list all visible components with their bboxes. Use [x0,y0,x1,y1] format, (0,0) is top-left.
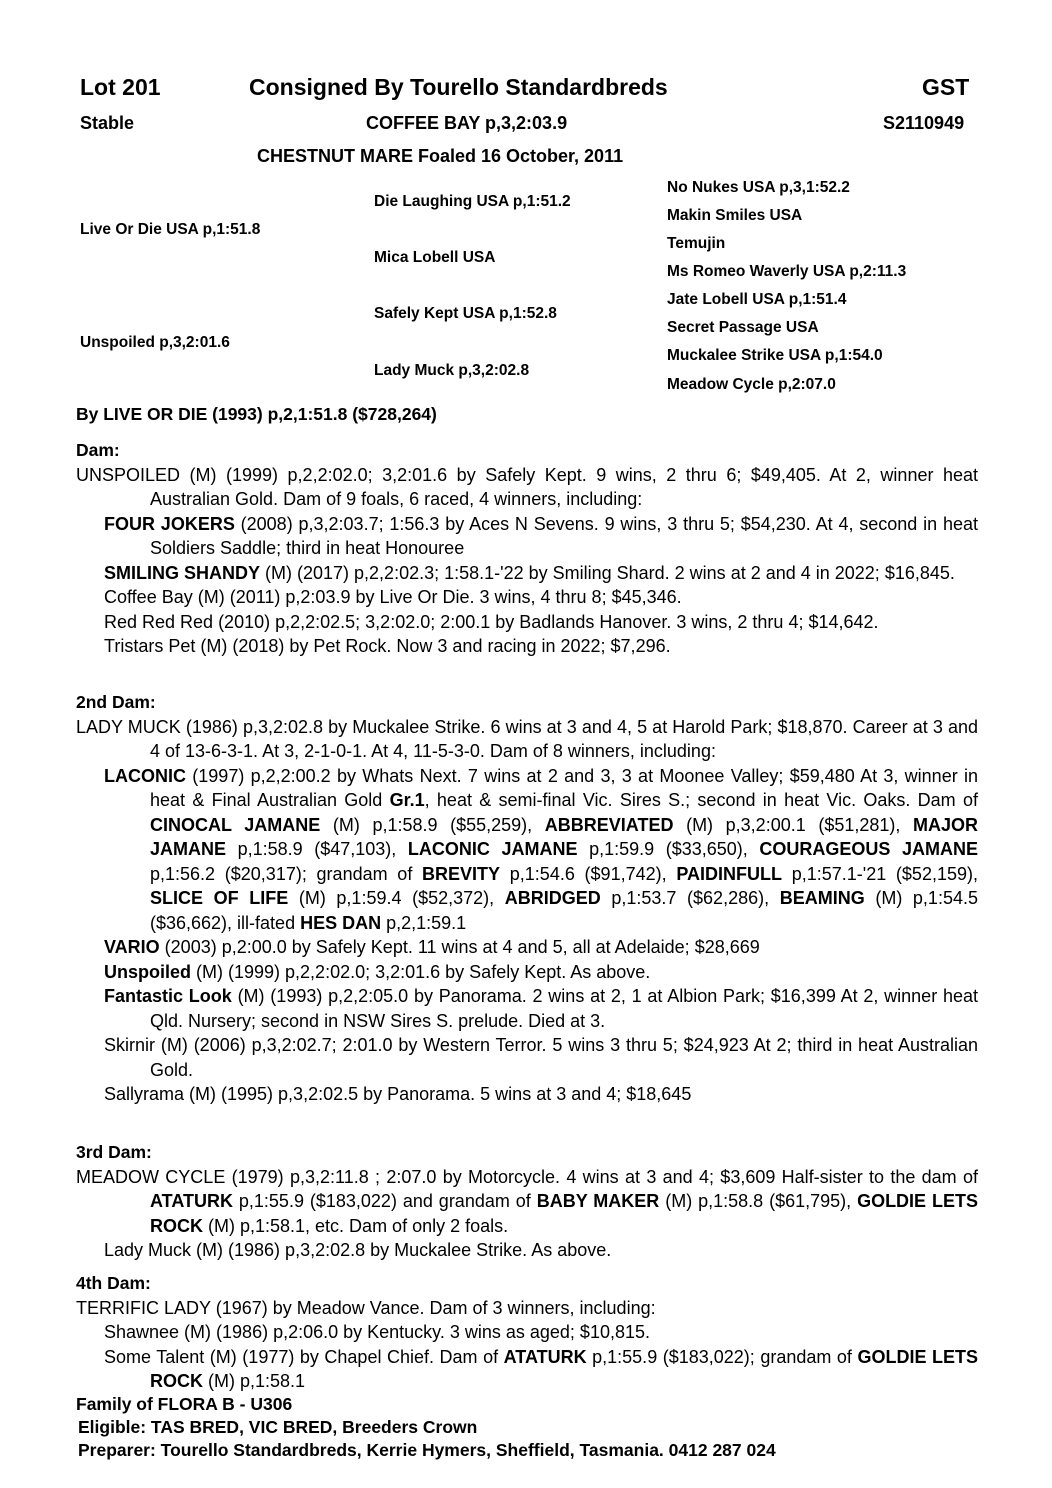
horse-name-bold: COURAGEOUS JAMANE [759,839,978,859]
horse-name-bold: GOLDIE LETS ROCK [150,1191,978,1236]
fourth-dam-main: TERRIFIC LADY (1967) by Meadow Vance. Dam of 3 winners, including: [76,1297,656,1318]
offspring-smiling-shandy: SMILING SHANDY (M) (2017) p,2,2:02.3; 1:58.1-'22 by Smiling Shard. 2 wins at 2 and 4 in 2022; $16,845. [104,562,955,583]
horse-name-bold: SLICE OF LIFE [150,888,289,908]
dam-section [76,438,978,659]
offspring-skirnir: Skirnir (M) (2006) p,3,2:02.7; 2:01.0 by Western Terror. 5 wins 3 thru 5; $24,923 At 2; third in heat Australian Gold. [104,1035,978,1080]
horse-name-bold: Fantastic Look [104,986,232,1006]
dam-heading: Dam: [76,440,120,460]
horse-name-bold: FOUR JOKERS [104,513,235,534]
family-line: Family of FLORA B - U306 [76,1394,293,1414]
horse-name-bold: HES DAN [300,912,382,933]
horse-name-bold: Unspoiled [104,961,192,982]
offspring-sallyrama: Sallyrama (M) (1995) p,3,2:02.5 by Panorama. 5 wins at 3 and 4; $18,645 [104,1084,692,1104]
third-dam-heading: 3rd Dam: [76,1142,152,1162]
fourth-dam-heading: 4th Dam: [76,1273,151,1293]
fourth-dam-section [76,1271,978,1394]
dam-main: UNSPOILED (M) (1999) p,2,2:02.0; 3,2:01.6 by Safely Kept. 9 wins, 2 thru 6; $49,405. At 2, winner heat Australian Gold. Dam of 9 foals, 6 raced, 4 winners, including: [76,464,978,509]
location: Stable [80,113,135,133]
second-dam-section [76,690,978,1107]
pedigree-sire: Live Or Die USA p,1:51.8 [80,221,261,238]
lot-number: Lot 201 [80,74,161,100]
by-line: By LIVE OR DIE (1993) p,2,1:51.8 ($728,264) [76,404,437,424]
offspring-shawnee: Shawnee (M) (1986) p,2:06.0 by Kentucky. 3 wins as aged; $10,815. [104,1322,650,1342]
horse-name-bold: CINOCAL JAMANE [150,814,321,835]
second-dam-heading: 2nd Dam: [76,692,156,712]
offspring-four-jokers: FOUR JOKERS (2008) p,3,2:03.7; 1:56.3 by Aces N Sevens. 9 wins, 3 thru 5; $54,230. At 4, second in heat Soldiers Saddle; third in heat Honouree [104,513,978,558]
pedigree-gen3: Makin Smiles USA [667,207,803,224]
second-dam-main: LADY MUCK (1986) p,3,2:02.8 by Muckalee Strike. 6 wins at 3 and 4, 5 at Harold Park; $18,870. Career at 3 and 4 of 13-6-3-1. At 3, 2-1-0-1. At 4, 11-5-3-0. Dam of 8 winners, including: [76,716,978,761]
offspring-vario: VARIO (2003) p,2:00.0 by Safely Kept. 11 wins at 4 and 5, all at Adelaide; $28,669 [104,937,760,957]
horse-name-bold: ABBREVIATED [544,814,674,835]
pedigree-gen3: Meadow Cycle p,2:07.0 [667,376,836,393]
consignor: Consigned By Tourello Standardbreds [249,74,668,100]
horse-name-bold: ATATURK [503,1346,587,1367]
lot-id: S2110949 [883,113,965,133]
offspring-tristars-pet: Tristars Pet (M) (2018) by Pet Rock. Now 3 and racing in 2022; $7,296. [104,636,671,656]
pedigree-gen3: Secret Passage USA [667,319,819,336]
pedigree-gen3: Ms Romeo Waverly USA p,2:11.3 [667,263,907,280]
pedigree-gen3: Muckalee Strike USA p,1:54.0 [667,347,883,364]
offspring-unspoiled: Unspoiled (M) (1999) p,2,2:02.0; 3,2:01.6 by Safely Kept. As above. [104,961,651,982]
horse-name-bold: SMILING SHANDY [104,562,261,583]
horse-name-bold: ATATURK [150,1191,233,1211]
offspring-fantastic-look: Fantastic Look (M) (1993) p,2,2:05.0 by Panorama. 2 wins at 2, 1 at Albion Park; $16,399 At 2, winner heat Qld. Nursery; second in NSW Sires S. prelude. Died at 3. [104,986,978,1031]
pedigree-gen3: Jate Lobell USA p,1:51.4 [667,291,847,308]
horse-name-bold: BEAMING [779,888,865,908]
horse-name-bold: BREVITY [422,863,501,884]
pedigree-sire-dam: Mica Lobell USA [374,249,496,266]
pedigree-gen3: No Nukes USA p,3,1:52.2 [667,179,850,196]
horse-name-bold: LACONIC JAMANE [407,839,578,859]
preparer-line: Preparer: Tourello Standardbreds, Kerrie Hymers, Sheffield, Tasmania. 0412 287 024 [78,1440,776,1460]
state-code: GST [922,74,970,100]
horse-name-bold: MAJOR JAMANE [150,814,978,859]
pedigree-gen3: Temujin [667,235,726,252]
offspring-coffee-bay: Coffee Bay (M) (2011) p,2:03.9 by Live Or Die. 3 wins, 4 thru 8; $45,346. [104,587,682,607]
offspring-some-talent: Some Talent (M) (1977) by Chapel Chief. Dam of ATATURK p,1:55.9 ($183,022); grandam of GOLDIE LETS ROCK (M) p,1:58.1 [104,1346,978,1391]
pedigree-dam-dam: Lady Muck p,3,2:02.8 [374,362,530,379]
horse-name-bold: VARIO [104,937,160,957]
pedigree-dam: Unspoiled p,3,2:01.6 [80,334,230,351]
third-dam-section [76,1140,978,1263]
horse-name-bold: BABY MAKER [536,1191,660,1211]
offspring-red-red-red: Red Red Red (2010) p,2,2:02.5; 3,2:02.0; 2:00.1 by Badlands Hanover. 3 wins, 2 thru 4; $14,642. [104,611,879,632]
horse-description: CHESTNUT MARE Foaled 16 October, 2011 [257,146,624,166]
pedigree-dam-sire: Safely Kept USA p,1:52.8 [374,305,557,322]
horse-name-bold: LACONIC [104,765,186,786]
grade-bold: Gr.1 [389,790,425,810]
offspring-laconic: LACONIC (1997) p,2,2:00.2 by Whats Next. 7 wins at 2 and 3, 3 at Moonee Valley; $59,480 At 3, winner in heat & Final Australian Gold Gr.1, heat & semi-final Vic. Sires S.; second in heat Vic. Oaks. Dam of CINOCAL JAMANE (M) p,1:58.9 ($55,259), ABBREVIATED (M) p,3,2:00.1 ($51,281), MAJOR JAMANE p,1:58.9 ($47,103), LACONIC JAMANE p,1:59.9 ($33,650), COURAGEOUS JAMANE p,1:56.2 ($20,317); grandam of BREVITY p,1:54.6 ($91,742), PAIDINFULL p,1:57.1-'21 ($52,159), SLICE OF LIFE (M) p,1:59.4 ($52,372), ABRIDGED p,1:53.7 ($62,286), BEAMING (M) p,1:54.5 ($36,662), ill-fated HES DAN p,2,1:59.1 [104,765,978,933]
pedigree-sire-sire: Die Laughing USA p,1:51.2 [374,193,571,210]
horse-name: COFFEE BAY p,3,2:03.9 [366,113,568,133]
horse-name-bold: PAIDINFULL [676,863,782,884]
horse-name-bold: GOLDIE LETS ROCK [150,1346,978,1391]
third-dam-main: MEADOW CYCLE (1979) p,3,2:11.8 ; 2:07.0 by Motorcycle. 4 wins at 3 and 4; $3,609 Half-sister to the dam of ATATURK p,1:55.9 ($183,022) and grandam of BABY MAKER (M) p,1:58.8 ($61,795), GOLDIE LETS ROCK (M) p,1:58.1, etc. Dam of only 2 foals. [76,1166,978,1236]
offspring-lady-muck: Lady Muck (M) (1986) p,3,2:02.8 by Muckalee Strike. As above. [104,1240,612,1260]
eligible-line: Eligible: TAS BRED, VIC BRED, Breeders Crown [78,1417,478,1437]
horse-name-bold: ABRIDGED [504,888,601,908]
